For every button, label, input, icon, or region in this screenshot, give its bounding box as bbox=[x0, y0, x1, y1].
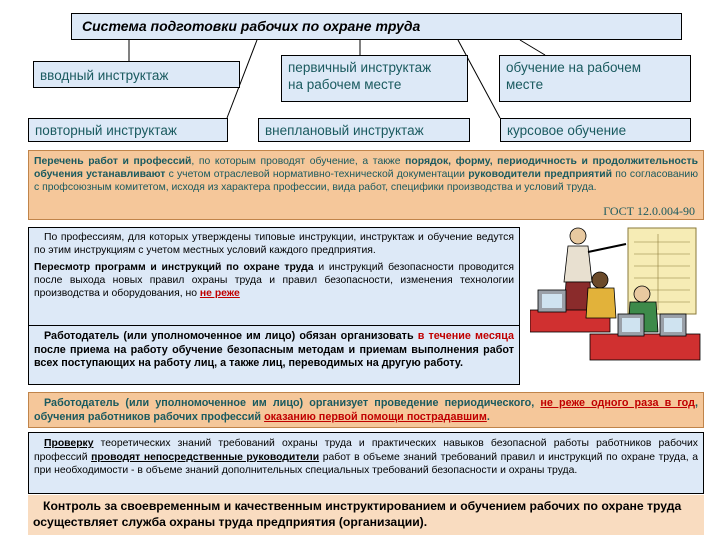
gost-reference: ГОСТ 12.0.004-90 bbox=[603, 204, 695, 218]
perechen-text-1: , по которым проводят обучение, а также bbox=[191, 156, 406, 167]
perechen-text-3: по согласованию с профсоюзным комитетом, исходя из характера профессии, вида работ, специфики производства и условий труда. bbox=[34, 169, 699, 193]
node-obuchenie-line1: обучение на рабочем bbox=[506, 60, 641, 75]
node-vvodny bbox=[33, 61, 240, 88]
proverka-bold-2: проводят непосредственные руководители bbox=[91, 451, 320, 463]
proverka-bold-1: Проверку bbox=[44, 438, 94, 449]
node-povtorny bbox=[28, 118, 228, 142]
panel-instrukcii bbox=[28, 227, 520, 327]
node-vneplanovy-label: внеплановый инструктаж bbox=[265, 123, 424, 138]
panel-kontrol bbox=[28, 495, 704, 535]
node-kursovoe bbox=[500, 118, 691, 142]
proverka-text-1: теоретических знаний требований охраны труда и практических навыков безопасной работы работников рабочих профессий bbox=[34, 438, 698, 463]
pomosch-text-3: . bbox=[486, 411, 490, 423]
node-pervichny-line1: первичный инструктаж bbox=[288, 60, 432, 75]
mesyac-red: в течение месяца bbox=[417, 330, 514, 342]
pomosch-text-1: Работодатель (или уполномоченное им лицо) организует проведение периодического, bbox=[44, 397, 541, 409]
node-kursovoe-label: курсовое обучение bbox=[507, 123, 627, 138]
proverka-text-2: работ в объеме знаний требований правил и инструкций по охране труда, а при необходимости - в объеме знаний дополнительных специальных требований безопасности и охраны труда. bbox=[34, 451, 698, 476]
classroom-illustration bbox=[530, 222, 702, 372]
node-pervichny-line2: на рабочем месте bbox=[288, 77, 402, 92]
instrukcii-red: не реже bbox=[199, 288, 240, 299]
mesyac-text-1: Работодатель (или уполномоченное им лицо) обязан организовать bbox=[44, 330, 418, 342]
panel-proverka bbox=[28, 432, 704, 494]
mesyac-text-2: после приема на работу обучение безопасным методам и приемам выполнения работ всех поступающих на работу лиц, а также лиц, переводимых на другую работу. bbox=[34, 343, 514, 369]
node-obuchenie bbox=[499, 55, 691, 102]
node-obuchenie-line2: месте bbox=[506, 77, 544, 92]
instrukcii-para-2 bbox=[34, 261, 514, 300]
node-vneplanovy bbox=[258, 118, 470, 142]
perechen-bold-2: порядок, форму, периодичность и продолжительность обучения устанавливают bbox=[34, 156, 699, 180]
node-vvodny-label: вводный инструктаж bbox=[40, 68, 169, 83]
perechen-text-2: с учетом отраслевой нормативно-технической документации bbox=[165, 169, 469, 180]
pomosch-red-2: оказанию первой помощи пострадавшим bbox=[264, 411, 487, 423]
panel-pervaya-pomosch bbox=[28, 392, 704, 428]
pomosch-text-2: , обучения работников рабочих профессий bbox=[34, 397, 698, 423]
panel-rabotodatel-mesyac bbox=[28, 325, 520, 385]
pomosch-red-1: не реже одного раза в год bbox=[540, 397, 695, 409]
perechen-bold-3: руководители предприятий bbox=[468, 169, 613, 180]
kontrol-text: Контроль за своевременным и качественным инструктированием и обучением рабочих по охране труда осуществляет служба охраны труда предприятия (организации). bbox=[33, 499, 682, 529]
panel-perechen bbox=[28, 150, 704, 220]
instrukcii-bold: Пересмотр программ и инструкций по охране труда bbox=[34, 262, 314, 273]
perechen-bold-1: Перечень работ и профессий bbox=[34, 156, 192, 167]
instrukcii-para-1: По профессиям, для которых утверждены типовые инструкции, инструктаж и обучение ведутся по этим инструкциям с учетом местных условий каждого предприятия. bbox=[34, 232, 514, 256]
instrukcii-text: и инструкций безопасности проводится после выхода новых правил охраны труда и правил безопасности, изменения технологии производства и оборудования, но bbox=[34, 262, 515, 299]
page-title: Система подготовки рабочих по охране труда bbox=[71, 13, 682, 40]
node-pervichny bbox=[281, 55, 468, 102]
node-povtorny-label: повторный инструктаж bbox=[35, 123, 177, 138]
